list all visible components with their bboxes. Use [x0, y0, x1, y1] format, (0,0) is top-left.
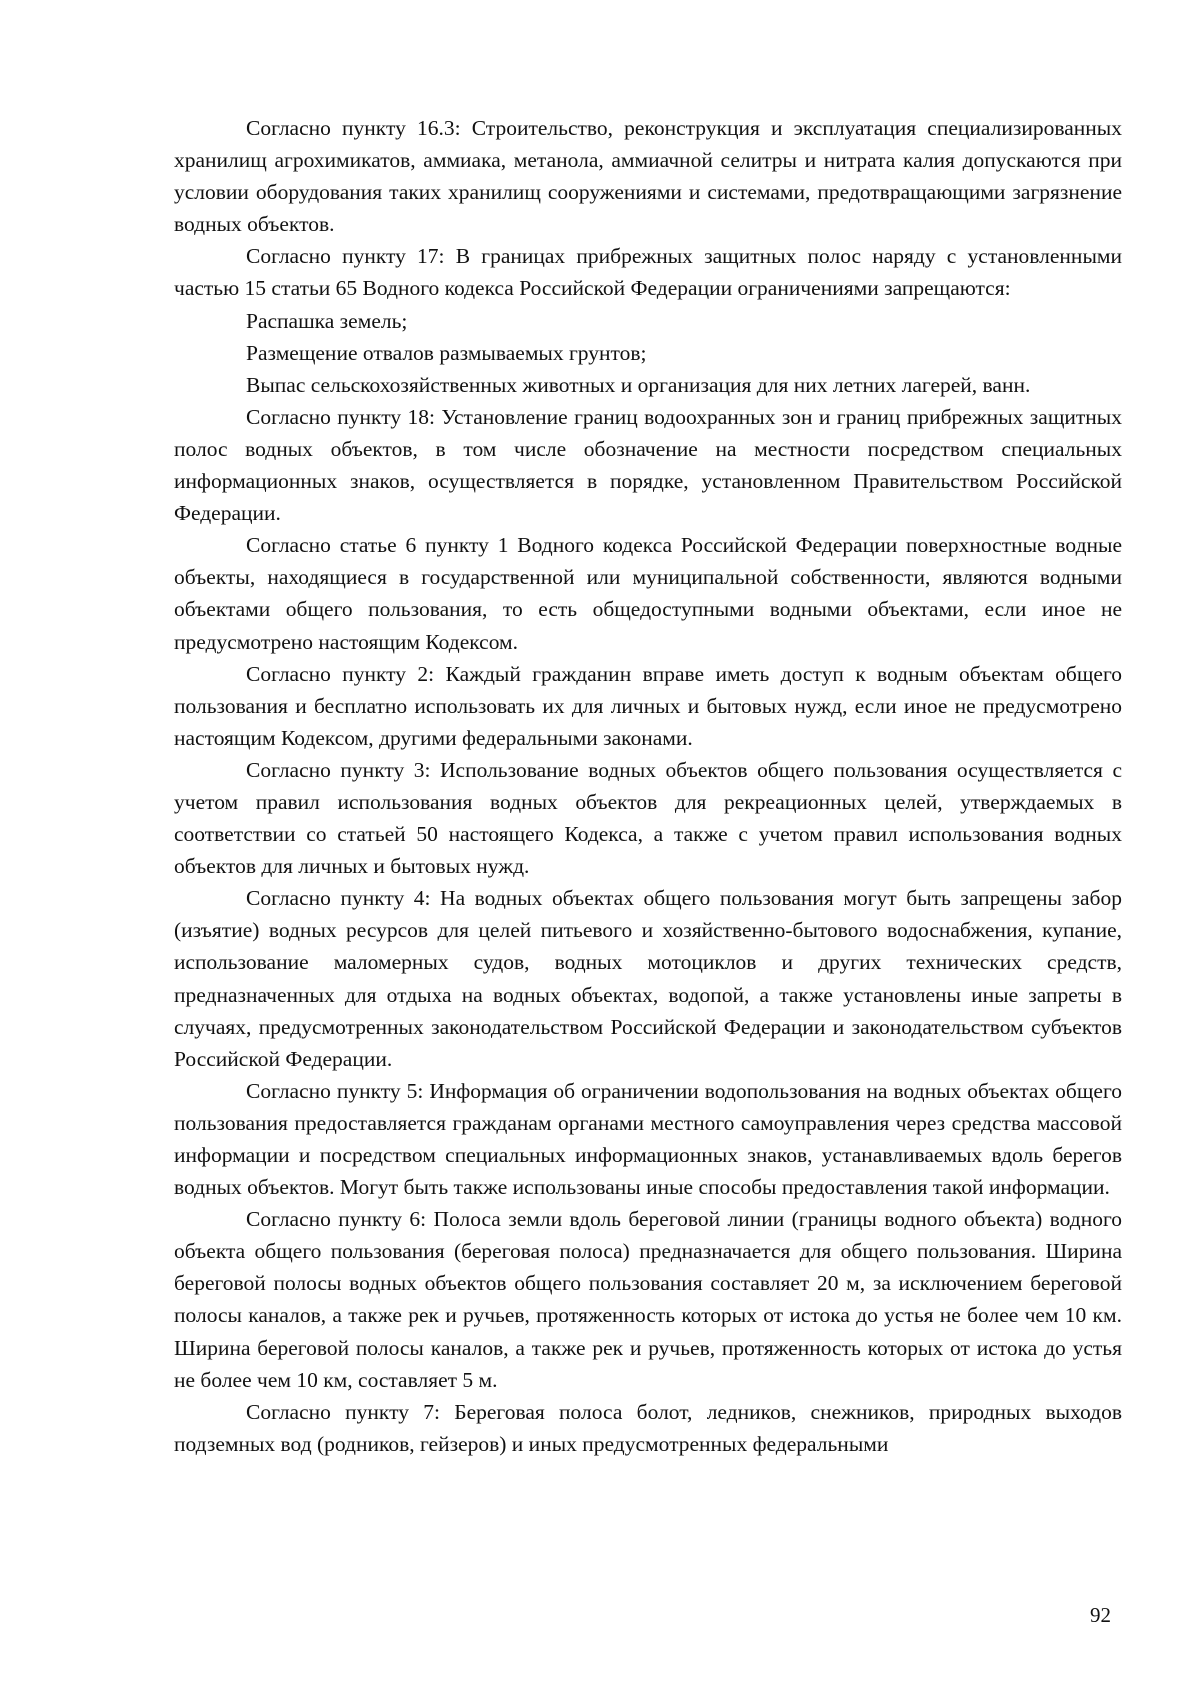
paragraph-17: Согласно пункту 17: В границах прибрежных защитных полос наряду с установленными частью 15 статьи 65 Водного кодекса Российской Федерации ограничениями запрещаются:	[174, 244, 1122, 301]
paragraph-6: Согласно пункту 6: Полоса земли вдоль береговой линии (границы водного объекта) водного объекта общего пользования (береговая полоса) предназначается для общего пользования. Ширина береговой полосы водных объектов общего пользования составляет 20 м, за исключением береговой полосы каналов, а также рек и ручьев, протяженность которых от истока до устья не более чем 10 км. Ширина береговой полосы каналов, а также рек и ручьев, протяженность которых от истока до устья не более чем 10 км, составляет 5 м.	[174, 1207, 1122, 1392]
paragraph-3: Согласно пункту 3: Использование водных объектов общего пользования осуществляется с учетом правил использования водных объектов для рекреационных целей, утверждаемых в соответствии со статьей 50 настоящего Кодекса, а также с учетом правил использования водных объектов для личных и бытовых нужд.	[174, 757, 1122, 879]
page-body	[174, 112, 1122, 1460]
list-item-dumps: Размещение отвалов размываемых грунтов;	[246, 340, 647, 365]
paragraph-article-6-1: Согласно статье 6 пункту 1 Водного кодекса Российской Федерации поверхностные водные объекты, находящиеся в государственной или муниципальной собственности, являются водными объектами общего пользования, то есть общедоступными водными объектами, если иное не предусмотрено настоящим Кодексом.	[174, 533, 1122, 654]
list-item-plowing: Распашка земель;	[246, 308, 408, 333]
paragraph-2: Согласно пункту 2: Каждый гражданин вправе иметь доступ к водным объектам общего пользования и бесплатно использовать их для личных и бытовых нужд, если иное не предусмотрено настоящим Кодексом, другими федеральными законами.	[174, 661, 1122, 750]
paragraph-18: Согласно пункту 18: Установление границ водоохранных зон и границ прибрежных защитных полос водных объектов, в том числе обозначение на местности посредством специальных информационных знаков, осуществляется в порядке, установленном Правительством Российской Федерации.	[174, 404, 1122, 526]
paragraph-16-3: Согласно пункту 16.3: Строительство, реконструкция и эксплуатация специализированных хранилищ агрохимикатов, аммиака, метанола, аммиачной селитры и нитрата калия допускаются при условии оборудования таких хранилищ сооружениями и системами, предотвращающими загрязнение водных объектов.	[174, 116, 1122, 237]
paragraph-5: Согласно пункту 5: Информация об ограничении водопользования на водных объектах общего пользования предоставляется гражданам органами местного самоуправления через средства массовой информации и посредством специальных информационных знаков, устанавливаемых вдоль берегов водных объектов. Могут быть также использованы иные способы предоставления такой информации.	[174, 1078, 1122, 1200]
page-number: 92	[1090, 1603, 1111, 1627]
paragraph-4: Согласно пункту 4: На водных объектах общего пользования могут быть запрещены забор (изъятие) водных ресурсов для целей питьевого и хозяйственно-бытового водоснабжения, купание, использование маломерных судов, водных мотоциклов и других технических средств, предназначенных для отдыха на водных объектах, водопой, а также установлены иные запреты в случаях, предусмотренных законодательством Российской Федерации и законодательством субъектов Российской Федерации.	[174, 886, 1122, 1071]
list-item-grazing: Выпас сельскохозяйственных животных и организация для них летних лагерей, ванн.	[246, 372, 1031, 397]
paragraph-7: Согласно пункту 7: Береговая полоса болот, ледников, снежников, природных выходов подземных вод (родников, гейзеров) и иных предусмотренных федеральными	[174, 1399, 1122, 1456]
